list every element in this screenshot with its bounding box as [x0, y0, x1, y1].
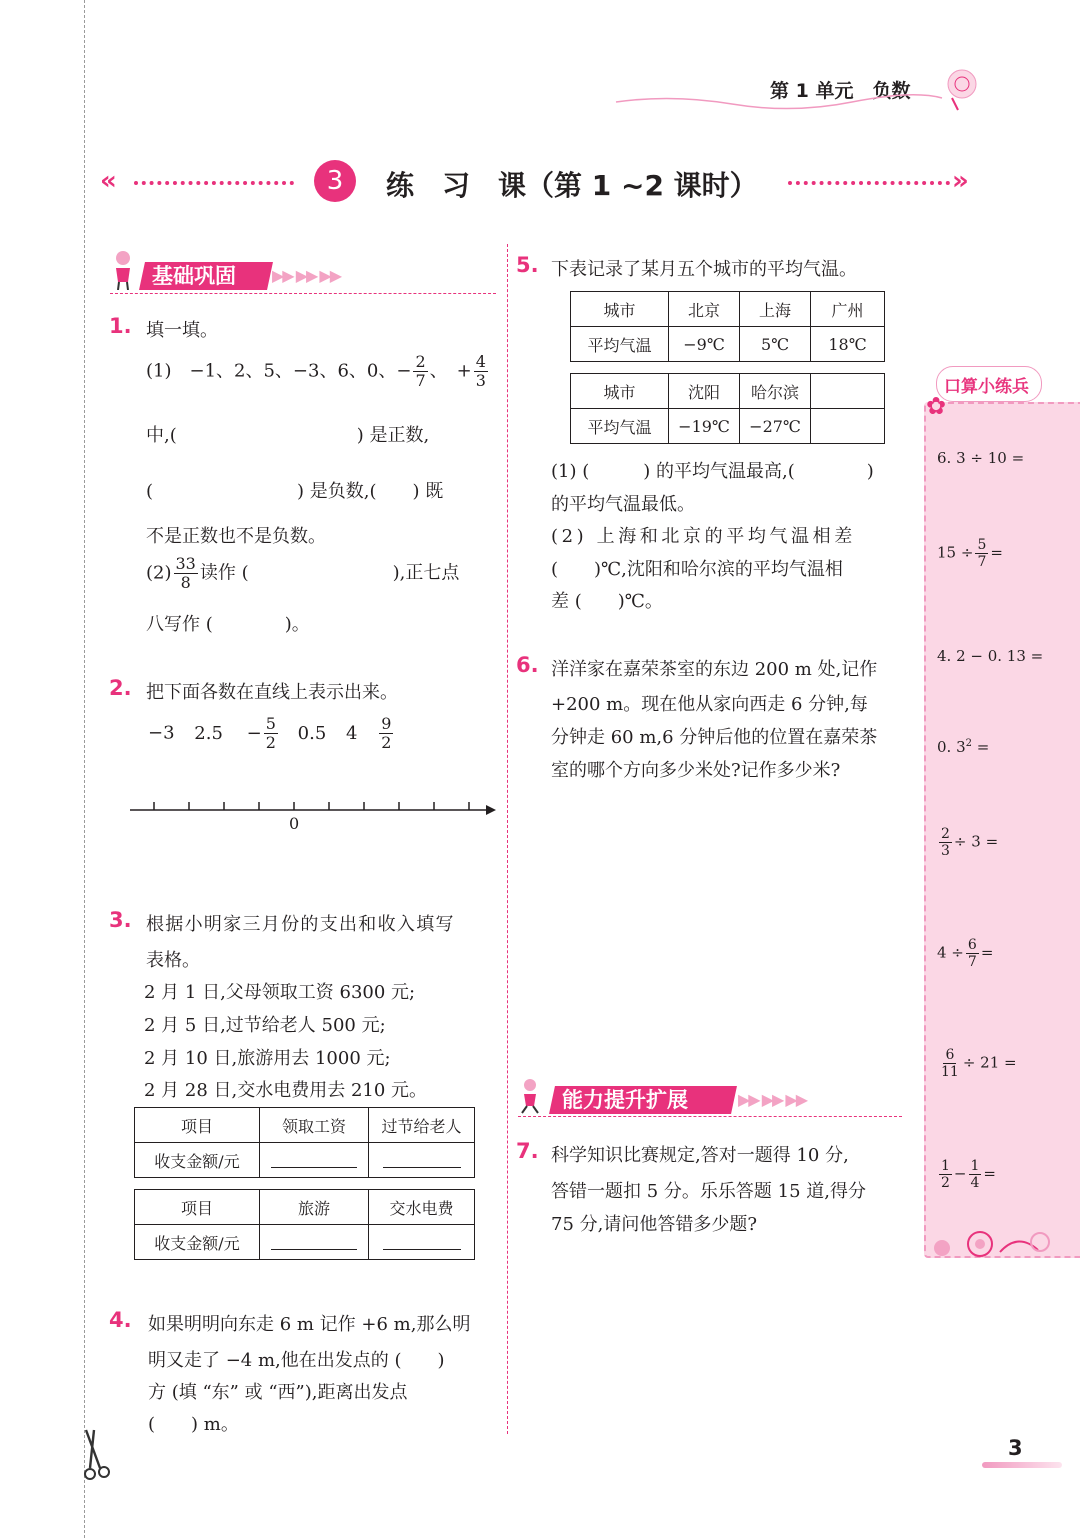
- q3-number: 3.: [109, 908, 132, 932]
- frac-numerator: 1: [970, 1158, 980, 1174]
- page-number-bar: [982, 1462, 1062, 1468]
- q3-line1: 根据小明家三月份的支出和收入填写: [146, 914, 455, 935]
- frac-numerator: 6: [967, 937, 977, 953]
- q1-fraction-c: [174, 556, 198, 591]
- oral-text: −: [953, 1164, 967, 1183]
- q1-line4: 不是正数也不是负数。: [146, 526, 326, 547]
- q1-separator: 、 +: [429, 360, 472, 382]
- q1-part2-label: (2): [146, 562, 172, 584]
- q3-line5: 2 月 10 日,旅游用去 1000 元;: [144, 1048, 391, 1069]
- q1-line2[interactable]: 中,( ) 是正数,: [146, 425, 430, 446]
- oral-fraction: [975, 538, 988, 569]
- table-header-amount: 收支金额/元: [135, 1143, 260, 1178]
- table-header-temp: 平均气温: [571, 327, 669, 362]
- q1-fraction-b: [474, 354, 488, 389]
- oral-exponent: 2: [965, 738, 972, 749]
- table-row: [571, 327, 885, 362]
- frac-numerator: 9: [381, 714, 392, 733]
- q5-table-top: [570, 291, 885, 362]
- table-cell: 上海: [740, 292, 811, 327]
- frac-denominator: 2: [941, 1175, 950, 1191]
- q3-line3: 2 月 1 日,父母领取工资 6300 元;: [144, 982, 416, 1003]
- frac-numerator: 1: [941, 1158, 950, 1174]
- q2-value: 4: [346, 722, 358, 744]
- table-row: [571, 292, 885, 327]
- q2-sign: −: [246, 722, 262, 744]
- number-line-zero-label: 0: [289, 814, 300, 833]
- frac-denominator: 3: [475, 371, 486, 390]
- oral-exercise-5[interactable]: [937, 827, 998, 858]
- q1-number: 1.: [109, 314, 132, 338]
- page-number: 3: [1008, 1436, 1023, 1460]
- section-advanced-banner: 能力提升扩展: [549, 1086, 737, 1114]
- flower-icon: ✿: [926, 392, 947, 420]
- q5-line2: 的平均气温最低。: [551, 494, 695, 515]
- q5-line1[interactable]: (1) ( ) 的平均气温最高,( ): [551, 461, 874, 482]
- oral-fraction: [939, 1048, 961, 1079]
- table-header-city: 城市: [571, 374, 669, 409]
- section-advanced-arrows: ▶▶ ▶▶ ▶▶: [738, 1090, 806, 1109]
- oral-text: ÷ 21 =: [962, 1053, 1017, 1072]
- q7-line2: 答错一题扣 5 分。乐乐答题 15 道,得分: [551, 1181, 866, 1202]
- answer-blank[interactable]: [369, 1225, 475, 1260]
- q4-line3: 方 (填 “东” 或 “西”),距离出发点: [148, 1382, 408, 1403]
- oral-text: 4 ÷: [937, 943, 964, 962]
- title-right-rule: [788, 181, 950, 185]
- frac-numerator: 6: [945, 1047, 955, 1063]
- q4-number: 4.: [109, 1308, 132, 1332]
- table-row: [571, 409, 885, 444]
- title-left-arrows: «: [100, 166, 117, 196]
- q2-fraction-e: [379, 716, 393, 751]
- lesson-title: 练 习 课（第 1 ~2 课时）: [386, 169, 758, 202]
- frac-numerator: 2: [415, 352, 426, 371]
- section-basic-arrows: ▶▶ ▶▶ ▶▶: [272, 266, 340, 285]
- cut-line: [84, 0, 85, 1538]
- unit-title: 第 1 单元 负数: [770, 80, 911, 102]
- header-decoration: [612, 64, 984, 119]
- frac-denominator: 11: [941, 1064, 959, 1080]
- q1-fraction-a: [413, 354, 427, 389]
- frac-denominator: 2: [381, 733, 392, 752]
- section-basic-banner: 基础巩固: [139, 262, 273, 290]
- table-cell: 过节给老人: [369, 1108, 475, 1143]
- q5-line5[interactable]: 差 ( )℃。: [551, 591, 663, 612]
- frac-numerator: 33: [175, 554, 196, 573]
- table-row: [571, 374, 885, 409]
- q6-line3: 分钟走 60 m,6 分钟后他的位置在嘉荣茶: [551, 727, 878, 748]
- sidebar-bottom-decoration: [928, 1226, 1056, 1271]
- girl-icon: [110, 250, 136, 295]
- frac-numerator: 5: [977, 537, 987, 553]
- title-right-arrows: »: [952, 166, 969, 196]
- oral-text: 0. 3: [937, 738, 966, 756]
- q5-title: 下表记录了某月五个城市的平均气温。: [551, 259, 857, 280]
- q2-value: 2.5: [194, 722, 223, 744]
- oral-exercise-6[interactable]: [937, 938, 993, 969]
- section-basic-rule: [110, 293, 496, 294]
- q6-line1: 洋洋家在嘉荣茶室的东边 200 m 处,记作: [551, 659, 878, 680]
- oral-fraction: [966, 938, 979, 969]
- q7-line3: 75 分,请问他答错多少题?: [551, 1214, 757, 1235]
- frac-denominator: 3: [941, 843, 950, 859]
- number-line[interactable]: [130, 798, 496, 825]
- q1-line3[interactable]: ( ) 是负数,( ) 既: [146, 481, 444, 502]
- table-cell: 旅游: [260, 1190, 369, 1225]
- q1-part2-line1[interactable]: [146, 556, 459, 591]
- table-row: [135, 1108, 475, 1143]
- column-divider: [507, 244, 508, 1434]
- table-cell: [811, 374, 885, 409]
- q6-line4: 室的哪个方向多少米处?记作多少米?: [551, 760, 841, 781]
- frac-denominator: 7: [967, 954, 977, 970]
- q5-line3: (2) 上海和北京的平均气温相差: [551, 526, 856, 547]
- q2-number: 2.: [109, 676, 132, 700]
- oral-fraction: [939, 1159, 952, 1190]
- q5-number: 5.: [516, 253, 539, 277]
- runner-icon: [516, 1078, 546, 1119]
- table-header-item: 项目: [135, 1108, 260, 1143]
- q7-line1: 科学知识比赛规定,答对一题得 10 分,: [551, 1145, 849, 1166]
- frac-denominator: 7: [415, 371, 426, 390]
- q3-line6: 2 月 28 日,交水电费用去 210 元。: [144, 1080, 428, 1101]
- table-cell: 广州: [811, 292, 885, 327]
- table-row: [135, 1225, 475, 1260]
- q1-part1-line1: [146, 354, 490, 389]
- frac-denominator: 8: [180, 573, 191, 592]
- q1-title: 填一填。: [146, 320, 218, 341]
- table-cell: −19℃: [669, 409, 740, 444]
- q4-line2[interactable]: 明又走了 −4 m,他在出发点的 ( ): [148, 1350, 445, 1371]
- answer-blank[interactable]: [260, 1225, 369, 1260]
- table-cell: 交水电费: [369, 1190, 475, 1225]
- oral-text: =: [976, 738, 990, 756]
- table-header-item: 项目: [135, 1190, 260, 1225]
- title-left-rule: [134, 181, 294, 185]
- q1-part1-numbers: (1) −1、2、5、−3、6、0、−: [146, 360, 412, 382]
- scissors-icon: [78, 1428, 118, 1489]
- q4-line1: 如果明明向东走 6 m 记作 +6 m,那么明: [148, 1314, 471, 1335]
- q2-values: [148, 716, 395, 751]
- lesson-number-badge: 3: [314, 160, 356, 202]
- oral-text: =: [980, 943, 994, 962]
- table-cell: [811, 409, 885, 444]
- q4-line4[interactable]: ( ) m。: [148, 1414, 239, 1435]
- q3-line4: 2 月 5 日,过节给老人 500 元;: [144, 1015, 386, 1036]
- q3-table-bottom: [134, 1189, 475, 1260]
- q7-number: 7.: [516, 1139, 539, 1163]
- frac-numerator: 5: [265, 714, 276, 733]
- q1-part2-text: 读作 ( ),正七点: [199, 562, 460, 584]
- oral-fraction: [969, 1159, 982, 1190]
- table-cell: 18℃: [811, 327, 885, 362]
- oral-text: =: [990, 543, 1003, 562]
- q1-line6[interactable]: 八写作 ( )。: [146, 614, 310, 635]
- sidebar-label: 口算小练兵: [944, 377, 1029, 397]
- frac-denominator: 7: [977, 554, 987, 570]
- frac-numerator: 4: [475, 352, 486, 371]
- section-advanced-rule: [518, 1116, 902, 1117]
- frac-denominator: 2: [265, 733, 276, 752]
- table-header-amount: 收支金额/元: [135, 1225, 260, 1260]
- table-row: [135, 1143, 475, 1178]
- q2-fraction-d: [264, 716, 278, 751]
- answer-blank[interactable]: [260, 1143, 369, 1178]
- table-row: [135, 1190, 475, 1225]
- oral-exercise-4[interactable]: [937, 738, 989, 756]
- q3-line2: 表格。: [146, 950, 200, 971]
- table-cell: 5℃: [740, 327, 811, 362]
- table-cell: 北京: [669, 292, 740, 327]
- oral-exercise-2[interactable]: [937, 538, 1003, 569]
- frac-denominator: 4: [970, 1175, 980, 1191]
- oral-exercise-8[interactable]: [937, 1159, 996, 1190]
- q3-table-top: [134, 1107, 475, 1178]
- oral-text: 15 ÷: [937, 543, 974, 562]
- q6-number: 6.: [516, 653, 539, 677]
- q5-line4[interactable]: ( )℃,沈阳和哈尔滨的平均气温相: [551, 559, 843, 580]
- table-cell: −27℃: [740, 409, 811, 444]
- oral-fraction: [939, 827, 952, 858]
- oral-exercise-3[interactable]: 4. 2 − 0. 13 =: [937, 647, 1044, 665]
- table-header-temp: 平均气温: [571, 409, 669, 444]
- oral-exercise-7[interactable]: [937, 1048, 1017, 1079]
- q2-value: 0.5: [297, 722, 327, 744]
- q2-title: 把下面各数在直线上表示出来。: [146, 682, 398, 703]
- table-cell: 领取工资: [260, 1108, 369, 1143]
- oral-text: =: [983, 1164, 996, 1183]
- table-cell: 哈尔滨: [740, 374, 811, 409]
- table-cell: −9℃: [669, 327, 740, 362]
- table-cell: 沈阳: [669, 374, 740, 409]
- table-header-city: 城市: [571, 292, 669, 327]
- q5-table-bottom: [570, 373, 885, 444]
- frac-numerator: 2: [941, 826, 950, 842]
- q6-line2: +200 m。现在他从家向西走 6 分钟,每: [551, 694, 868, 715]
- answer-blank[interactable]: [369, 1143, 475, 1178]
- oral-exercise-1[interactable]: 6. 3 ÷ 10 =: [937, 449, 1025, 467]
- q2-value: −3: [148, 722, 175, 744]
- oral-text: ÷ 3 =: [953, 832, 999, 851]
